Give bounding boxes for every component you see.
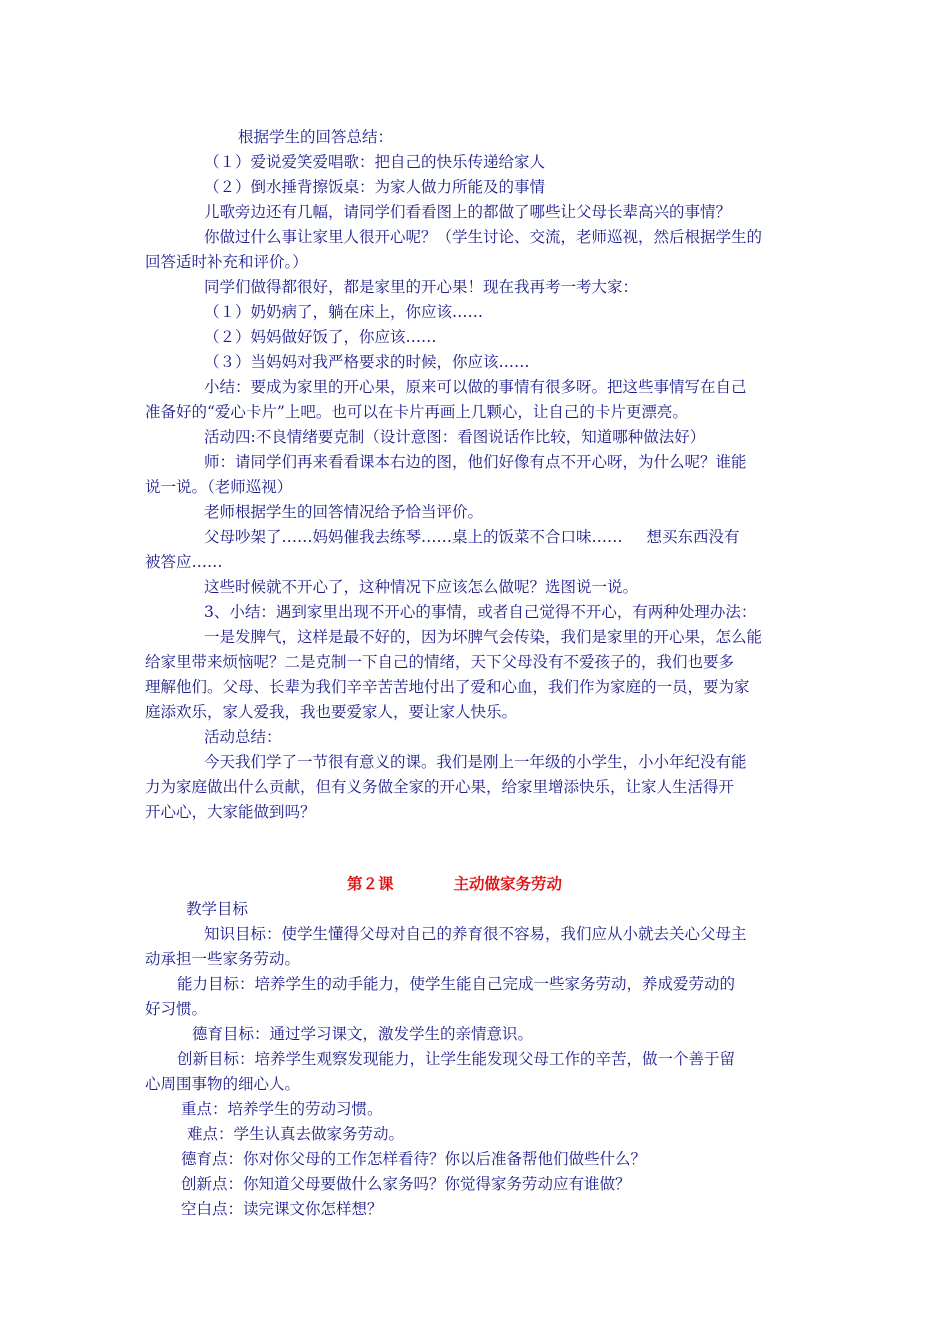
difficulty-point: 难点：学生认真去做家务劳动。 bbox=[187, 1125, 405, 1143]
summary-line2: 准备好的“爱心卡片”上吧。也可以在卡片再画上几颗心，让自己的卡片更漂亮。 bbox=[145, 403, 688, 421]
ways-line2: 给家里带来烦恼呢？二是克制一下自己的情绪，天下父母没有不爱孩子的，我们也要多 bbox=[145, 653, 735, 671]
paragraph-discussion-line1: 你做过什么事让家里人很开心呢？（学生讨论、交流，老师巡视，然后根据学生的 bbox=[204, 228, 763, 246]
final-line2: 力为家庭做出什么贡献，但有义务做全家的开心果，给家里增添快乐，让家人生活得开 bbox=[145, 778, 735, 796]
summary-point-1: （１）爱说爱笑爱唱歌：把自己的快乐传递给家人 bbox=[204, 153, 546, 171]
innovation-point: 创新点：你知道父母要做什么家务吗？你觉得家务劳动应有谁做？ bbox=[181, 1175, 631, 1193]
paragraph-rhymes: 儿歌旁边还有几幅，请同学们看看图上的都做了哪些让父母长辈高兴的事情？ bbox=[204, 203, 732, 221]
summary-point-2: （２）倒水捶背擦饭桌：为家人做力所能及的事情 bbox=[204, 178, 546, 196]
activity-summary-heading: 活动总结： bbox=[204, 728, 282, 746]
evaluation: 老师根据学生的回答情况给予恰当评价。 bbox=[204, 503, 484, 521]
teacher-line1: 师：请同学们再来看看课本右边的图，他们好像有点不开心呀，为什么呢？谁能 bbox=[204, 453, 747, 471]
lesson-heading bbox=[347, 874, 562, 894]
ways-line1: 一是发脾气，这样是最不好的，因为坏脾气会传染，我们是家里的开心果，怎么能 bbox=[204, 628, 763, 646]
question-2: （２）妈妈做好饭了，你应该…… bbox=[204, 328, 437, 346]
question-1: （１）奶奶病了，躺在床上，你应该…… bbox=[204, 303, 484, 321]
lesson-title: 主动做家务劳动 bbox=[453, 875, 563, 893]
knowledge-goal-line2: 动承担一些家务劳动。 bbox=[145, 950, 301, 968]
moral-goal: 德育目标：通过学习课文，激发学生的亲情意识。 bbox=[192, 1025, 534, 1043]
question-3: （３）当妈妈对我严格要求的时候，你应该…… bbox=[204, 353, 530, 371]
ways-line3: 理解他们。父母、长辈为我们辛辛苦苦地付出了爱和心血，我们作为家庭的一员，要为家 bbox=[145, 678, 750, 696]
ways-line4: 庭添欢乐，家人爱我，我也要爱家人，要让家人快乐。 bbox=[145, 703, 518, 721]
innovation-goal-line2: 心周围事物的细心人。 bbox=[145, 1075, 301, 1093]
unhappy-question: 这些时候就不开心了，这种情况下应该怎么做呢？选图说一说。 bbox=[204, 578, 639, 596]
innovation-goal-line1: 创新目标：培养学生观察发现能力，让学生能发现父母工作的辛苦，做一个善于留 bbox=[177, 1050, 736, 1068]
knowledge-goal-line1: 知识目标：使学生懂得父母对自己的养育很不容易，我们应从小就去关心父母主 bbox=[204, 925, 747, 943]
summary-three: 3、小结：遇到家里出现不开心的事情，或者自己觉得不开心，有两种处理办法： bbox=[204, 603, 757, 621]
summary-line1: 小结：要成为家里的开心果，原来可以做的事情有很多呀。把这些事情写在自己 bbox=[204, 378, 747, 396]
key-point: 重点：培养学生的劳动习惯。 bbox=[181, 1100, 383, 1118]
final-line3: 开心心，大家能做到吗？ bbox=[145, 803, 316, 821]
ability-goal-line2: 好习惯。 bbox=[145, 1000, 208, 1018]
scenes-line1-a: 父母吵架了……妈妈催我去练琴……桌上的饭菜不合口味…… bbox=[204, 528, 623, 546]
paragraph-test: 同学们做得都很好，都是家里的开心果！现在我再考一考大家： bbox=[204, 278, 639, 296]
final-line1: 今天我们学了一节很有意义的课。我们是刚上一年级的小学生，小小年纪没有能 bbox=[204, 753, 747, 771]
goals-heading: 教学目标 bbox=[186, 900, 249, 918]
ability-goal-line1: 能力目标：培养学生的动手能力，使学生能自己完成一些家务劳动，养成爱劳动的 bbox=[177, 975, 736, 993]
moral-point: 德育点：你对你父母的工作怎样看待？你以后准备帮他们做些什么？ bbox=[181, 1150, 647, 1168]
activity-four-heading: 活动四:不良情绪要克制（设计意图：看图说话作比较，知道哪种做法好） bbox=[204, 428, 706, 446]
scenes-line1-b: 想买东西没有 bbox=[646, 528, 740, 546]
teacher-line2: 说一说。（老师巡视） bbox=[145, 478, 293, 496]
blank-point: 空白点：读完课文你怎样想？ bbox=[181, 1200, 383, 1218]
paragraph-discussion-line2: 回答适时补充和评价。） bbox=[145, 253, 308, 271]
lesson-number: 第２课 bbox=[347, 875, 394, 893]
scenes-line1 bbox=[204, 527, 740, 547]
summary-intro: 根据学生的回答总结： bbox=[238, 128, 394, 146]
scenes-line2: 被答应…… bbox=[145, 553, 223, 571]
